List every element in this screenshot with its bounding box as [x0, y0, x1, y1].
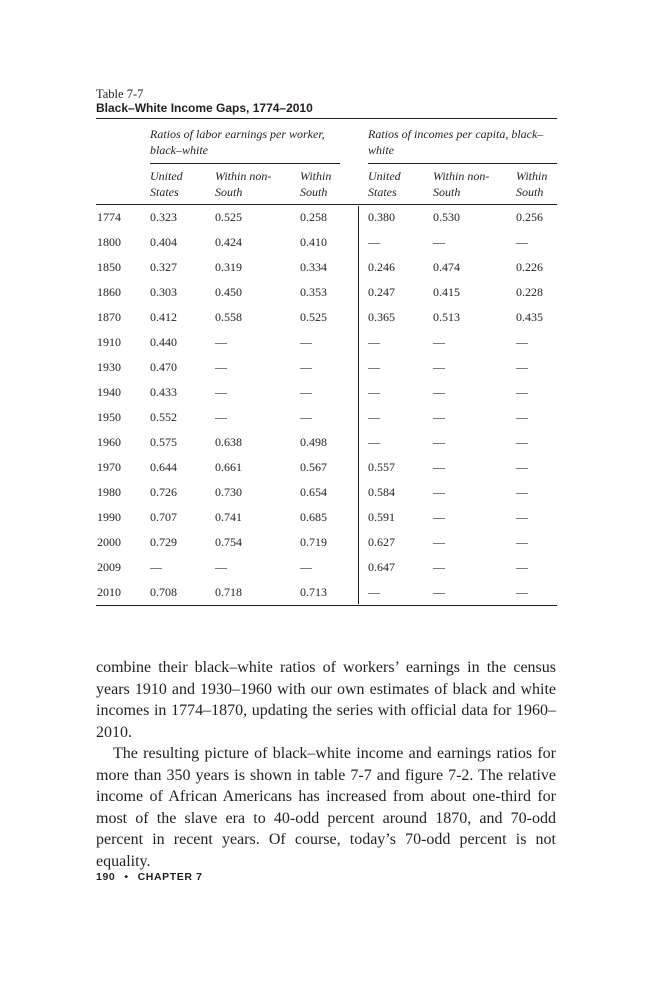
table-cell: 0.591	[368, 510, 395, 524]
table-cell: —	[300, 360, 312, 374]
table-cell: —	[433, 585, 445, 599]
table-cell: —	[433, 385, 445, 399]
table-cell: —	[516, 535, 528, 549]
table-cell: 0.412	[150, 310, 177, 324]
table-cell: —	[516, 360, 528, 374]
table-cell: —	[300, 385, 312, 399]
row-year: 1940	[97, 385, 121, 399]
row-year: 1800	[97, 235, 121, 249]
table-cell: —	[368, 410, 380, 424]
table-cell: 0.654	[300, 485, 327, 499]
table-cell: 0.552	[150, 410, 177, 424]
table-cell: 0.247	[368, 285, 395, 299]
table-cell: —	[433, 235, 445, 249]
row-year: 1980	[97, 485, 121, 499]
chapter-label: CHAPTER 7	[137, 871, 203, 883]
table-cell: 0.627	[368, 535, 395, 549]
column-heading: Within South	[516, 169, 548, 199]
table-cell: —	[300, 335, 312, 349]
footer-separator: •	[124, 871, 129, 883]
table-cell: 0.450	[215, 285, 242, 299]
table-cell: 0.513	[433, 310, 460, 324]
body-text	[96, 657, 556, 872]
group-heading-incomes-per-capita: Ratios of incomes per capita, black–white	[368, 127, 544, 157]
table-cell: —	[433, 460, 445, 474]
table-cell: 0.525	[300, 310, 327, 324]
table-cell: 0.440	[150, 335, 177, 349]
header-bottom-rule	[96, 204, 557, 205]
column-heading: United States	[150, 169, 183, 199]
table-cell: 0.575	[150, 435, 177, 449]
table-cell: —	[516, 485, 528, 499]
table-cell: 0.327	[150, 260, 177, 274]
table-label: Table 7-7	[96, 87, 144, 101]
table-cell: 0.303	[150, 285, 177, 299]
group-rule-income	[368, 163, 557, 164]
row-year: 1990	[97, 510, 121, 524]
column-heading: Within non-South	[433, 169, 490, 199]
table-top-rule	[96, 118, 557, 119]
group-rule-labor	[150, 163, 340, 164]
row-year: 2000	[97, 535, 121, 549]
page-footer	[96, 871, 203, 883]
column-heading: United States	[368, 169, 401, 199]
table-cell: —	[433, 410, 445, 424]
table-cell: —	[215, 560, 227, 574]
table-cell: —	[368, 385, 380, 399]
table-cell: 0.334	[300, 260, 327, 274]
table-title: Black–White Income Gaps, 1774–2010	[96, 101, 313, 115]
table-cell: —	[215, 335, 227, 349]
row-year: 1870	[97, 310, 121, 324]
table-bottom-rule	[96, 605, 557, 606]
column-heading: Within South	[300, 169, 332, 199]
table-cell: —	[516, 510, 528, 524]
table-cell: 0.256	[516, 210, 543, 224]
table-cell: —	[300, 410, 312, 424]
row-year: 1970	[97, 460, 121, 474]
table-cell: —	[368, 235, 380, 249]
table-cell: —	[516, 410, 528, 424]
table-cell: 0.729	[150, 535, 177, 549]
row-year: 2009	[97, 560, 121, 574]
column-group-divider	[358, 206, 359, 604]
row-year: 1960	[97, 435, 121, 449]
row-year: 1850	[97, 260, 121, 274]
table-cell: 0.433	[150, 385, 177, 399]
table-cell: 0.323	[150, 210, 177, 224]
table-cell: —	[150, 560, 162, 574]
table-cell: —	[516, 460, 528, 474]
table-cell: 0.498	[300, 435, 327, 449]
table-cell: 0.754	[215, 535, 242, 549]
table-cell: —	[516, 385, 528, 399]
table-cell: —	[215, 410, 227, 424]
table-cell: 0.470	[150, 360, 177, 374]
body-paragraph: combine their black–white ratios of workers’ earnings in the census years 1910 and 1930–1960 with our own estimates of black and white incomes in 1774–1870, updating the series with official data for 1960–2010.	[96, 659, 556, 741]
row-year: 1910	[97, 335, 121, 349]
table-cell: 0.708	[150, 585, 177, 599]
table-cell: 0.638	[215, 435, 242, 449]
page-number: 190	[96, 871, 116, 883]
table-cell: 0.415	[433, 285, 460, 299]
table-cell: 0.228	[516, 285, 543, 299]
table-cell: —	[368, 360, 380, 374]
row-year: 1860	[97, 285, 121, 299]
table-cell: 0.584	[368, 485, 395, 499]
table-cell: 0.713	[300, 585, 327, 599]
column-heading: Within non-South	[215, 169, 272, 199]
table-cell: —	[433, 360, 445, 374]
table-cell: 0.644	[150, 460, 177, 474]
table-cell: —	[215, 360, 227, 374]
table-cell: 0.661	[215, 460, 242, 474]
table-cell: —	[516, 235, 528, 249]
table-cell: 0.319	[215, 260, 242, 274]
table-cell: 0.530	[433, 210, 460, 224]
table-cell: 0.730	[215, 485, 242, 499]
table-cell: —	[433, 335, 445, 349]
table-cell: 0.353	[300, 285, 327, 299]
table-cell: 0.719	[300, 535, 327, 549]
table-cell: —	[368, 435, 380, 449]
table-cell: 0.685	[300, 510, 327, 524]
table-cell: —	[368, 335, 380, 349]
body-paragraph: The resulting picture of black–white income and earnings ratios for more than 350 years is shown in table 7-7 and figure 7-2. The relative income of African Americans has increased from about one-third for most of the slave era to 40-odd percent around 1870, and 70-odd percent in recent years. Of course, today’s 70-odd percent is not equality.	[96, 745, 556, 870]
table-cell: —	[215, 385, 227, 399]
table-cell: —	[300, 560, 312, 574]
table-cell: —	[433, 535, 445, 549]
table-cell: 0.404	[150, 235, 177, 249]
table-cell: 0.246	[368, 260, 395, 274]
table-cell: —	[516, 335, 528, 349]
row-year: 1774	[97, 210, 121, 224]
table-cell: —	[433, 435, 445, 449]
table-cell: 0.380	[368, 210, 395, 224]
table-cell: 0.741	[215, 510, 242, 524]
table-cell: —	[433, 510, 445, 524]
table-cell: 0.647	[368, 560, 395, 574]
row-year: 2010	[97, 585, 121, 599]
table-cell: 0.726	[150, 485, 177, 499]
table-cell: 0.474	[433, 260, 460, 274]
table-cell: —	[368, 585, 380, 599]
table-cell: —	[433, 560, 445, 574]
table-cell: 0.557	[368, 460, 395, 474]
group-heading-labor-earnings: Ratios of labor earnings per worker, black–white	[150, 127, 325, 157]
table-cell: 0.258	[300, 210, 327, 224]
row-year: 1950	[97, 410, 121, 424]
row-year: 1930	[97, 360, 121, 374]
table-cell: —	[516, 560, 528, 574]
table-cell: 0.707	[150, 510, 177, 524]
table-cell: 0.718	[215, 585, 242, 599]
table-cell: 0.424	[215, 235, 242, 249]
table-cell: 0.435	[516, 310, 543, 324]
table-cell: 0.558	[215, 310, 242, 324]
table-cell: 0.226	[516, 260, 543, 274]
table-cell: 0.410	[300, 235, 327, 249]
table-cell: —	[516, 585, 528, 599]
table-cell: 0.365	[368, 310, 395, 324]
table-cell: 0.525	[215, 210, 242, 224]
table-cell: 0.567	[300, 460, 327, 474]
table-cell: —	[433, 485, 445, 499]
table-cell: —	[516, 435, 528, 449]
